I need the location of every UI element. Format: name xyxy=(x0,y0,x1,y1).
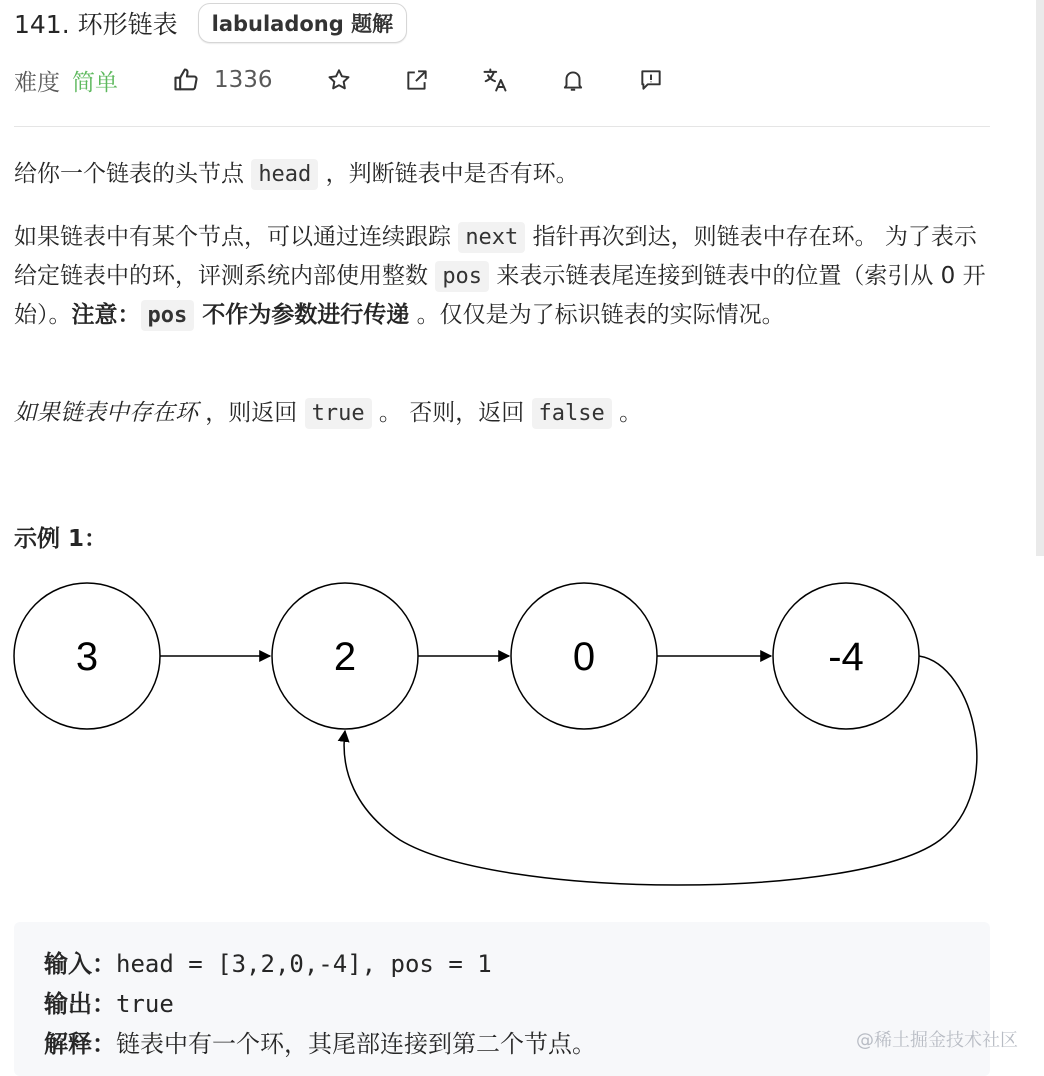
scrollbar[interactable] xyxy=(1036,0,1044,556)
example-explanation: 解释：链表中有一个环，其尾部连接到第二个节点。 xyxy=(44,1030,596,1058)
note-label: 注意： xyxy=(71,302,141,328)
example-output: 输出：true xyxy=(44,990,174,1018)
linked-list-diagram xyxy=(0,570,1000,900)
feedback-icon[interactable] xyxy=(635,64,667,96)
thumbs-up-icon[interactable] xyxy=(170,64,202,96)
inline-code: head xyxy=(251,159,318,190)
problem-title: 141. 环形链表 xyxy=(14,10,178,39)
example-block xyxy=(14,922,990,1076)
translate-icon[interactable] xyxy=(479,64,511,96)
inline-code: pos xyxy=(435,261,489,292)
difficulty-label: 难度 xyxy=(14,69,60,96)
node-value-3: 0 xyxy=(572,635,596,679)
node-value-1: 3 xyxy=(75,635,99,679)
node-value-2: 2 xyxy=(333,635,357,679)
description-paragraph-1: 给你一个链表的头节点 head ，判断链表中是否有环。 xyxy=(14,155,994,194)
like-button[interactable] xyxy=(170,64,273,96)
divider xyxy=(14,126,990,127)
emphasis-text: 如果链表中存在环 xyxy=(14,400,198,426)
inline-code: next xyxy=(458,222,525,253)
problem-meta-bar xyxy=(14,60,667,100)
star-icon[interactable] xyxy=(323,64,355,96)
watermark: @稀土掘金技术社区 xyxy=(856,1030,1018,1051)
bell-icon[interactable] xyxy=(557,64,589,96)
example-title: 示例 1： xyxy=(14,526,108,552)
share-icon[interactable] xyxy=(401,64,433,96)
inline-code: true xyxy=(305,398,372,429)
description-paragraph-3: 如果链表中存在环 ，则返回 true 。 否则，返回 false 。 xyxy=(14,394,994,433)
example-input: 输入：head = [3,2,0,-4], pos = 1 xyxy=(44,950,492,978)
description-paragraph-2: 如果链表中有某个节点，可以通过连续跟踪 next 指针再次到达，则链表中存在环。 为了表示给定链表中的环，评测系统内部使用整数 pos 来表示链表尾连接到链表中的位置（索引从 0 开始）。注意： pos 不作为参数进行传递 。仅仅是为了标识链表的实际情况。 xyxy=(14,218,994,335)
problem-header xyxy=(14,4,407,42)
inline-code: false xyxy=(532,398,612,429)
difficulty-value: 简单 xyxy=(72,69,118,96)
note-text: 不作为参数进行传递 xyxy=(194,302,410,328)
inline-code: pos xyxy=(141,300,195,331)
solution-tag-button[interactable]: labuladong 题解 xyxy=(198,3,407,43)
node-value-4: -4 xyxy=(828,635,864,679)
like-count: 1336 xyxy=(214,67,273,93)
